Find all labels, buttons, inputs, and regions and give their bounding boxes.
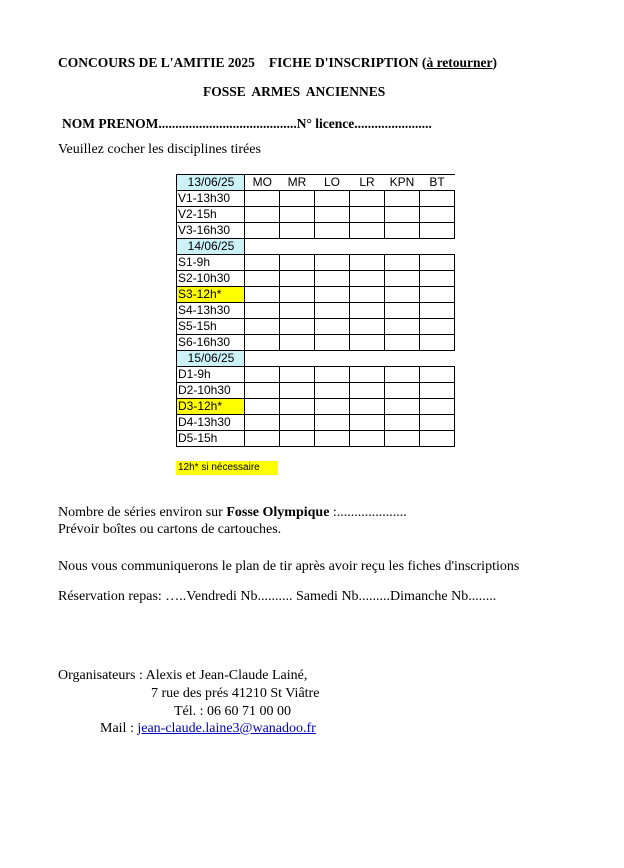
checkbox-cell[interactable] (245, 287, 280, 303)
date-row (177, 351, 455, 367)
checkbox-cell[interactable] (350, 319, 385, 335)
session-label: S1-9h (177, 255, 245, 271)
session-label: D3-12h* (177, 399, 245, 415)
checkbox-cell[interactable] (280, 367, 315, 383)
checkbox-cell[interactable] (385, 399, 420, 415)
session-label: V1-13h30 (177, 191, 245, 207)
session-row (177, 191, 455, 207)
discipline-grid (176, 174, 455, 447)
checkbox-cell[interactable] (245, 319, 280, 335)
checkbox-cell[interactable] (280, 271, 315, 287)
date-cell: 13/06/25 (177, 175, 245, 191)
checkbox-cell[interactable] (245, 255, 280, 271)
mail-label: Mail : (100, 721, 138, 736)
checkbox-cell[interactable] (245, 191, 280, 207)
checkbox-cell[interactable] (420, 399, 455, 415)
checkbox-cell[interactable] (385, 303, 420, 319)
checkbox-cell[interactable] (245, 415, 280, 431)
session-label: D1-9h (177, 367, 245, 383)
checkbox-cell[interactable] (350, 431, 385, 447)
header-spacer (245, 351, 280, 367)
checkbox-cell[interactable] (350, 335, 385, 351)
checkbox-cell[interactable] (280, 399, 315, 415)
checkbox-cell[interactable] (420, 287, 455, 303)
meal-reservation-line: Réservation repas: …..Vendredi Nb.......... Samedi Nb.........Dimanche Nb........ (58, 589, 497, 604)
checkbox-cell[interactable] (245, 367, 280, 383)
checkbox-cell[interactable] (315, 367, 350, 383)
checkbox-cell[interactable] (350, 367, 385, 383)
checkbox-cell[interactable] (420, 319, 455, 335)
form-title (58, 55, 497, 71)
checkbox-cell[interactable] (245, 335, 280, 351)
session-row (177, 303, 455, 319)
session-label: D5-15h (177, 431, 245, 447)
checkbox-cell[interactable] (350, 223, 385, 239)
checkbox-cell[interactable] (280, 303, 315, 319)
session-row (177, 383, 455, 399)
series-suffix: :.................... (329, 505, 407, 520)
session-row (177, 367, 455, 383)
checkbox-cell[interactable] (420, 255, 455, 271)
checkbox-cell[interactable] (420, 383, 455, 399)
series-line (58, 505, 407, 521)
column-header: LO (315, 175, 350, 191)
instruction-text: Veuillez cocher les disciplines tirées (58, 142, 261, 157)
checkbox-cell[interactable] (350, 383, 385, 399)
header-spacer (315, 351, 350, 367)
checkbox-cell[interactable] (420, 415, 455, 431)
checkbox-cell[interactable] (245, 271, 280, 287)
checkbox-cell[interactable] (420, 303, 455, 319)
discipline-subtitle: FOSSE ARMES ANCIENNES (203, 84, 386, 99)
checkbox-cell[interactable] (315, 415, 350, 431)
checkbox-cell[interactable] (420, 207, 455, 223)
checkbox-cell[interactable] (350, 271, 385, 287)
organizers-address: 7 rue des prés 41210 St Viâtre (151, 686, 320, 701)
session-label: S5-15h (177, 319, 245, 335)
checkbox-cell[interactable] (385, 287, 420, 303)
checkbox-cell[interactable] (315, 191, 350, 207)
header-spacer (315, 239, 350, 255)
checkbox-cell[interactable] (245, 223, 280, 239)
checkbox-cell[interactable] (350, 255, 385, 271)
session-label: S3-12h* (177, 287, 245, 303)
checkbox-cell[interactable] (420, 367, 455, 383)
date-cell: 15/06/25 (177, 351, 245, 367)
checkbox-cell[interactable] (280, 223, 315, 239)
checkbox-cell[interactable] (280, 383, 315, 399)
checkbox-cell[interactable] (315, 335, 350, 351)
organizers-mail-line (100, 721, 316, 737)
checkbox-cell[interactable] (245, 303, 280, 319)
checkbox-cell[interactable] (385, 367, 420, 383)
column-header: MO (245, 175, 280, 191)
checkbox-cell[interactable] (315, 287, 350, 303)
column-header: MR (280, 175, 315, 191)
checkbox-cell[interactable] (385, 223, 420, 239)
checkbox-cell[interactable] (315, 399, 350, 415)
checkbox-cell[interactable] (385, 319, 420, 335)
session-label: S4-13h30 (177, 303, 245, 319)
checkbox-cell[interactable] (280, 255, 315, 271)
session-label: S2-10h30 (177, 271, 245, 287)
checkbox-cell[interactable] (280, 207, 315, 223)
checkbox-cell[interactable] (350, 399, 385, 415)
checkbox-cell[interactable] (315, 383, 350, 399)
header-spacer (420, 351, 455, 367)
checkbox-cell[interactable] (420, 191, 455, 207)
header-spacer (420, 239, 455, 255)
organizers-phone: Tél. : 06 60 71 00 00 (174, 704, 292, 719)
name-licence-line: NOM PRENOM.........................................N° licence....................... (62, 116, 432, 131)
session-row (177, 319, 455, 335)
checkbox-cell[interactable] (280, 415, 315, 431)
header-spacer (385, 351, 420, 367)
date-row (177, 175, 455, 191)
session-label: D2-10h30 (177, 383, 245, 399)
checkbox-cell[interactable] (385, 271, 420, 287)
contest-title: CONCOURS DE L'AMITIE 2025 (58, 55, 255, 70)
checkbox-cell[interactable] (280, 287, 315, 303)
checkbox-cell[interactable] (350, 287, 385, 303)
header-spacer (385, 239, 420, 255)
header-spacer (350, 239, 385, 255)
series-prefix: Nombre de séries environ sur (58, 505, 227, 520)
checkbox-cell[interactable] (245, 399, 280, 415)
session-row (177, 431, 455, 447)
header-spacer (280, 239, 315, 255)
date-row (177, 239, 455, 255)
checkbox-cell[interactable] (315, 431, 350, 447)
series-discipline: Fosse Olympique (226, 505, 330, 520)
title-close-paren: ) (492, 55, 498, 70)
checkbox-cell[interactable] (350, 415, 385, 431)
checkbox-cell[interactable] (280, 431, 315, 447)
checkbox-cell[interactable] (385, 431, 420, 447)
checkbox-cell[interactable] (350, 207, 385, 223)
checkbox-cell[interactable] (245, 431, 280, 447)
session-row (177, 335, 455, 351)
checkbox-cell[interactable] (350, 191, 385, 207)
checkbox-cell[interactable] (385, 207, 420, 223)
return-note: à retourner (426, 55, 493, 70)
column-header: LR (350, 175, 385, 191)
checkbox-cell[interactable] (280, 319, 315, 335)
session-label: V2-15h (177, 207, 245, 223)
header-spacer (280, 351, 315, 367)
session-row (177, 271, 455, 287)
session-row (177, 207, 455, 223)
cartridges-note: Prévoir boîtes ou cartons de cartouches. (58, 522, 282, 537)
checkbox-cell[interactable] (315, 319, 350, 335)
checkbox-cell[interactable] (315, 207, 350, 223)
checkbox-cell[interactable] (245, 383, 280, 399)
form-kind: FICHE D'INSCRIPTION ( (268, 55, 427, 70)
checkbox-cell[interactable] (385, 383, 420, 399)
header-spacer (245, 239, 280, 255)
checkbox-cell[interactable] (420, 271, 455, 287)
checkbox-cell[interactable] (280, 335, 315, 351)
session-label: V3-16h30 (177, 223, 245, 239)
checkbox-cell[interactable] (315, 271, 350, 287)
mail-link[interactable]: jean-claude.laine3@wanadoo.fr (137, 721, 316, 736)
checkbox-cell[interactable] (420, 431, 455, 447)
checkbox-cell[interactable] (385, 335, 420, 351)
session-row (177, 287, 455, 303)
checkbox-cell[interactable] (385, 255, 420, 271)
checkbox-cell[interactable] (350, 303, 385, 319)
session-row (177, 399, 455, 415)
checkbox-cell[interactable] (280, 191, 315, 207)
header-spacer (350, 351, 385, 367)
date-cell: 14/06/25 (177, 239, 245, 255)
session-row (177, 223, 455, 239)
column-header: KPN (385, 175, 420, 191)
checkbox-cell[interactable] (385, 191, 420, 207)
checkbox-cell[interactable] (420, 223, 455, 239)
session-label: S6-16h30 (177, 335, 245, 351)
plan-note: Nous vous communiquerons le plan de tir après avoir reçu les fiches d'inscriptions (58, 559, 520, 574)
checkbox-cell[interactable] (315, 255, 350, 271)
session-row (177, 415, 455, 431)
checkbox-cell[interactable] (245, 207, 280, 223)
checkbox-cell[interactable] (315, 223, 350, 239)
session-row (177, 255, 455, 271)
footnote-badge: 12h* si nécessaire (176, 461, 278, 475)
organizers-names: Organisateurs : Alexis et Jean-Claude Lainé, (58, 668, 308, 683)
column-header: BT (420, 175, 455, 191)
checkbox-cell[interactable] (420, 335, 455, 351)
session-label: D4-13h30 (177, 415, 245, 431)
checkbox-cell[interactable] (315, 303, 350, 319)
checkbox-cell[interactable] (385, 415, 420, 431)
